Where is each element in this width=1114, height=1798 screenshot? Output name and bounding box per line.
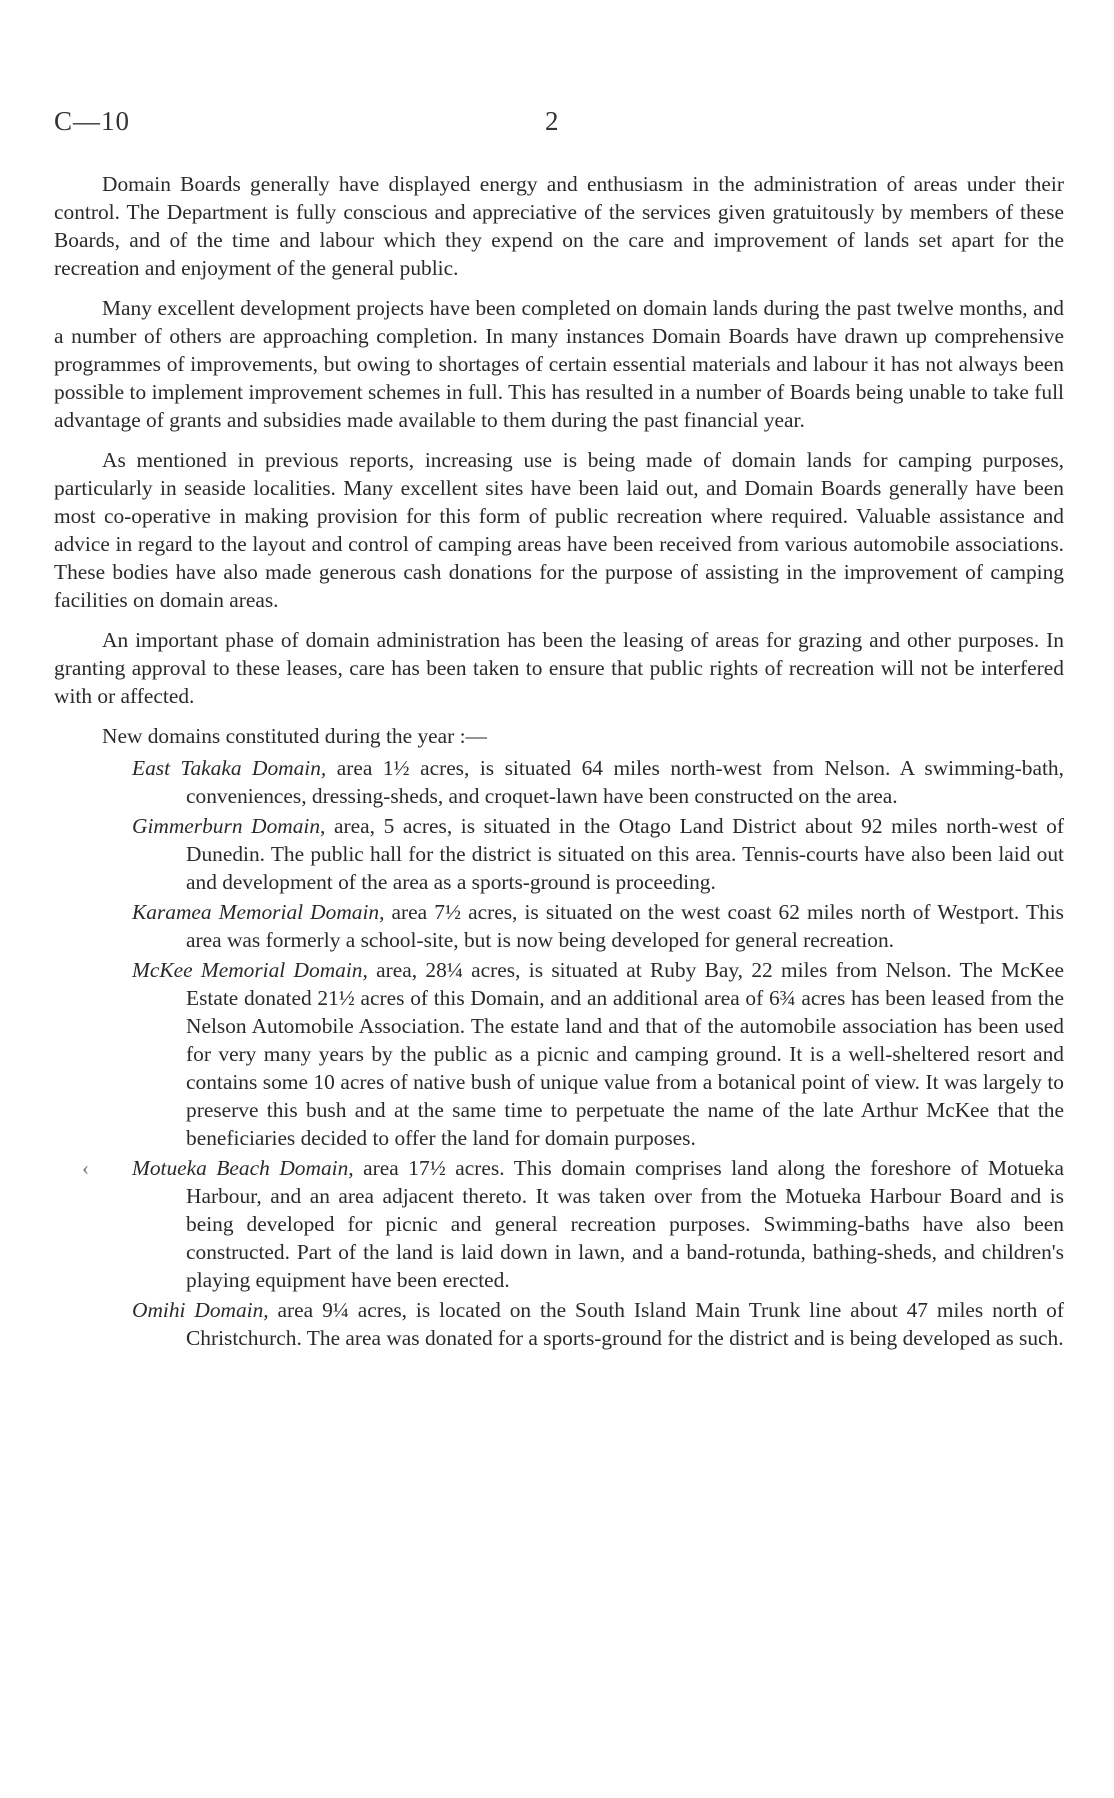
- paragraph: Many excellent development projects have been completed on domain lands during the past twelve months, and a number of others are approaching completion. In many instances Domain Boards have drawn up comprehensive programmes of improvements, but owing to shortages of certain essential materials and labour it has not always been possible to implement improvement schemes in full. This has resulted in a number of Boards being unable to take full advantage of grants and subsidies made available to them during the past financial year.: [54, 296, 1064, 432]
- domain-name: McKee Memorial Domain,: [132, 958, 368, 982]
- page-header: [0, 106, 1114, 146]
- domain-entry: [54, 1296, 1064, 1352]
- domain-name: Omihi Domain,: [132, 1298, 269, 1322]
- domain-entry: [54, 812, 1064, 896]
- page-number: 2: [545, 106, 559, 136]
- domain-description: area 1½ acres, is situated 64 miles north-west from Nelson. A swimming-bath, conveniences, dressing-sheds, and croquet-lawn have been constructed on the area.: [186, 756, 1064, 808]
- paragraph: An important phase of domain administration has been the leasing of areas for grazing and other purposes. In granting approval to these leases, care has been taken to ensure that public rights of recreation will not be interfered with or affected.: [54, 628, 1064, 708]
- domain-name: Motueka Beach Domain,: [132, 1156, 354, 1180]
- domain-entry: [54, 754, 1064, 810]
- body-text: [54, 170, 1064, 1354]
- paragraph: As mentioned in previous reports, increasing use is being made of domain lands for camping purposes, particularly in seaside localities. Many excellent sites have been laid out, and Domain Boards generally have been most co-operative in making provision for this form of public recreation where required. Valuable assistance and advice in regard to the layout and control of camping areas have been received from various automobile associations. These bodies have also made generous cash donations for the purpose of assisting in the improvement of camping facilities on domain areas.: [54, 448, 1064, 612]
- domain-entry: [54, 898, 1064, 954]
- domain-entry: [54, 956, 1064, 1152]
- domain-description: area, 28¼ acres, is situated at Ruby Bay, 22 miles from Nelson. The McKee Estate donated 21½ acres of this Domain, and an additional area of 6¾ acres has been leased from the Nelson Automobile Association. The estate land and that of the automobile association has been used for very many years by the public as a picnic and camping ground. It is a well-sheltered resort and contains some 10 acres of native bush of unique value from a botanical point of view. It was largely to preserve this bush and at the same time to perpetuate the name of the late Arthur McKee that the beneficiaries decided to offer the land for domain purposes.: [186, 958, 1064, 1150]
- domain-entry: ‹ Motueka Beach Domain, area 17½ acres. This domain comprises land along the foreshore of Motueka Harbour, and an area adjacent thereto. It was taken over from the Motueka Harbour Board and is being developed for picnic and general recreation purposes. Swimming-baths have also been constructed. Part of the land is laid down in lawn, and a band-rotunda, bathing-sheds, and children's playing equipment have been erected.: [82, 1156, 1064, 1292]
- domain-list: [54, 754, 1064, 1352]
- domain-description: area 9¼ acres, is located on the South Island Main Trunk line about 47 miles north of Christchurch. The area was donated for a sports-ground for the district and is being developed as such.: [186, 1298, 1064, 1350]
- domains-intro: New domains constituted during the year :—: [102, 724, 487, 748]
- domain-name: Gimmerburn Domain,: [132, 814, 326, 838]
- domain-description: area, 5 acres, is situated in the Otago Land District about 92 miles north-west of Dunedin. The public hall for the district is situated on this area. Tennis-courts have also been laid out and development of the area as a sports-ground is proceeding.: [186, 814, 1064, 894]
- report-reference: C—10: [54, 106, 131, 136]
- domain-description: area 17½ acres. This domain comprises land along the foreshore of Motueka Harbour, and an area adjacent thereto. It was taken over from the Motueka Harbour Board and is being developed for picnic and general recreation purposes. Swimming-baths have also been constructed. Part of the land is laid down in lawn, and a band-rotunda, bathing-sheds, and children's playing equipment have been erected.: [186, 1156, 1064, 1292]
- domain-name: East Takaka Domain,: [132, 756, 327, 780]
- domain-description: area 7½ acres, is situated on the west coast 62 miles north of Westport. This area was formerly a school-site, but is now being developed for general recreation.: [186, 900, 1064, 952]
- domain-name: Karamea Memorial Domain,: [132, 900, 385, 924]
- paragraph: Domain Boards generally have displayed energy and enthusiasm in the administration of areas under their control. The Department is fully conscious and appreciative of the services given gratuitously by members of these Boards, and of the time and labour which they expend on the care and improvement of lands set apart for the recreation and enjoyment of the general public.: [54, 172, 1064, 280]
